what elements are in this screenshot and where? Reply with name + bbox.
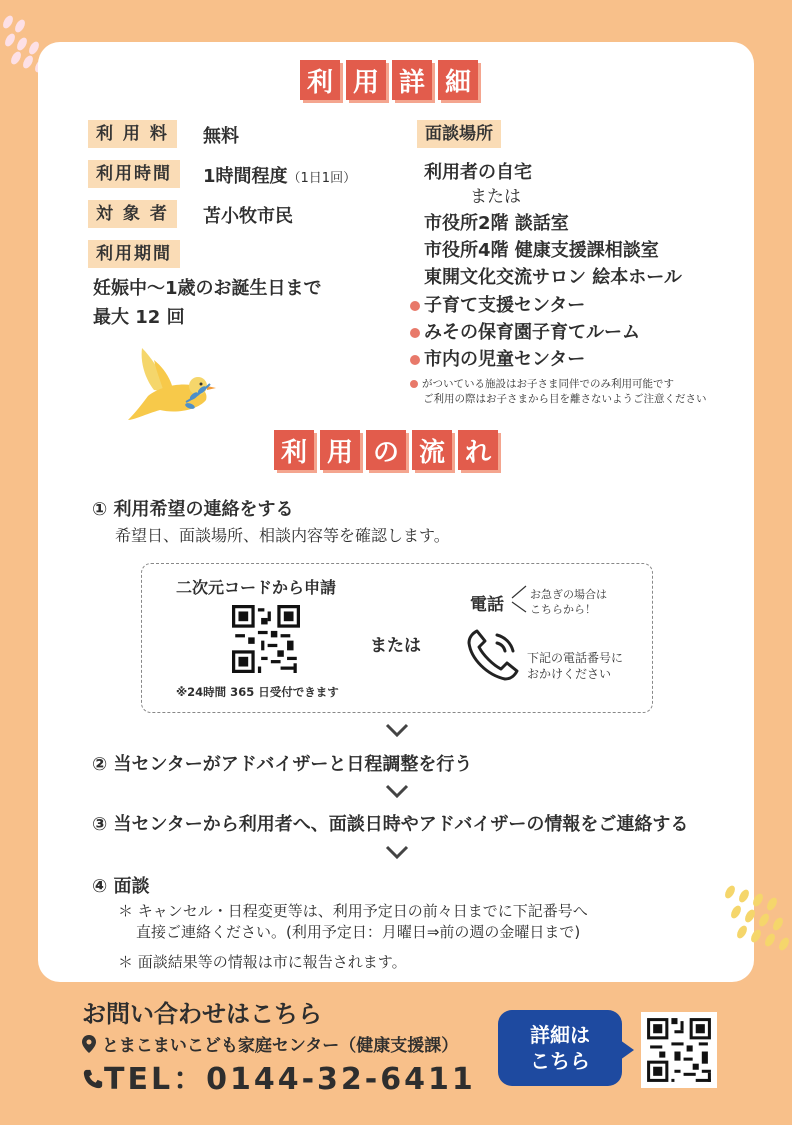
venue-place-marked: みその保育園子育てルーム (410, 318, 640, 344)
venue-note: ご利用の際はお子さまから目を離さないようご注意ください (423, 393, 707, 405)
note-report: ＊ 面談結果等の情報は市に報告されます。 (118, 953, 407, 971)
contact-tel[interactable]: TEL：0144-32-6411 (82, 1054, 476, 1098)
qr-note: ※24時間 365 日受付できます (176, 685, 339, 699)
chevron-down-icon (385, 784, 409, 798)
phone-icon (463, 625, 523, 685)
note-cancel: 直接ご連絡ください。(利用予定日：月曜日⇒前の週の金曜日まで) (136, 923, 581, 941)
method-or: または (370, 636, 421, 656)
title-char: 用 (346, 60, 386, 100)
title-char: れ (458, 430, 498, 470)
time-value-main: 1時間程度 (203, 166, 288, 187)
venue-place: 東開文化交流サロン 絵本ホール (424, 267, 682, 288)
title-char: 流 (412, 430, 452, 470)
phone-desc: 下記の電話番号に (527, 651, 624, 665)
time-label: 利用時間 (88, 160, 180, 188)
venue-place: 市役所4階 健康支援課相談室 (424, 240, 659, 261)
marker-dot-icon (410, 355, 420, 365)
time-value (203, 162, 356, 188)
phone-icon (82, 1068, 104, 1090)
phone-label: 電話 (470, 595, 504, 615)
period-line2: 最大 12 回 (93, 307, 185, 328)
step-2: ② 当センターがアドバイザーと日程調整を行う (92, 754, 473, 775)
qr-label: 二次元コードから申請 (176, 578, 337, 597)
phone-urgent: お急ぎの場合は (530, 588, 607, 601)
target-value: 苫小牧市民 (203, 206, 293, 227)
chevron-down-icon (385, 845, 409, 859)
title-char: 利 (300, 60, 340, 100)
venue-home: 利用者の自宅 (424, 162, 532, 183)
usage-flow-title (274, 430, 498, 470)
usage-details-title (300, 60, 478, 100)
location-pin-icon (82, 1035, 96, 1053)
step-1-sub: 希望日、面談場所、相談内容等を確認します。 (115, 526, 450, 545)
marker-dot-icon (410, 380, 418, 388)
bubble-line: 詳細は (530, 1023, 590, 1047)
title-char: 詳 (392, 60, 432, 100)
details-link-button[interactable] (498, 1010, 622, 1086)
fee-label: 利 用 料 (88, 120, 177, 148)
qr-code-icon[interactable] (232, 605, 300, 673)
phone-callout-lines (510, 584, 530, 616)
step-1: ① 利用希望の連絡をする (92, 499, 294, 520)
contact-org: とまこまいこども家庭センター（健康支援課） (82, 1031, 458, 1056)
title-char: の (366, 430, 406, 470)
period-label: 利用期間 (88, 240, 180, 268)
marker-dot-icon (410, 328, 420, 338)
qr-code-details[interactable] (641, 1012, 717, 1088)
venue-place-marked: 子育て支援センター (410, 291, 585, 317)
title-char: 用 (320, 430, 360, 470)
title-char: 細 (438, 60, 478, 100)
venue-place-marked: 市内の児童センター (410, 345, 585, 371)
phone-desc: おかけください (527, 667, 612, 681)
chevron-down-icon (385, 723, 409, 737)
bubble-tail (620, 1040, 636, 1060)
decorative-dots-bottom-right (716, 880, 792, 970)
period-line1: 妊娠中〜1歳のお誕生日まで (93, 278, 322, 299)
marker-dot-icon (410, 301, 420, 311)
venue-note: がついている施設はお子さま同伴でのみ利用可能です (410, 376, 674, 391)
dove-illustration (124, 340, 224, 426)
target-label: 対 象 者 (88, 200, 177, 228)
step-3: ③ 当センターから利用者へ、面談日時やアドバイザーの情報をご連絡する (92, 814, 689, 835)
note-cancel: ＊ キャンセル・日程変更等は、利用予定日の前々日までに下記番号へ (118, 902, 588, 920)
venue-label: 面談場所 (417, 120, 501, 148)
bubble-line: こちら (530, 1049, 590, 1073)
title-char: 利 (274, 430, 314, 470)
qr-code-icon (641, 1012, 717, 1088)
contact-title: お問い合わせはこちら (82, 1000, 322, 1028)
fee-value: 無料 (203, 126, 239, 147)
step-4: ④ 面談 (92, 876, 150, 897)
venue-or: または (470, 187, 521, 207)
venue-place: 市役所2階 談話室 (424, 213, 569, 234)
time-value-note: （1日1回） (287, 171, 357, 186)
phone-urgent: こちらから！ (530, 603, 596, 616)
